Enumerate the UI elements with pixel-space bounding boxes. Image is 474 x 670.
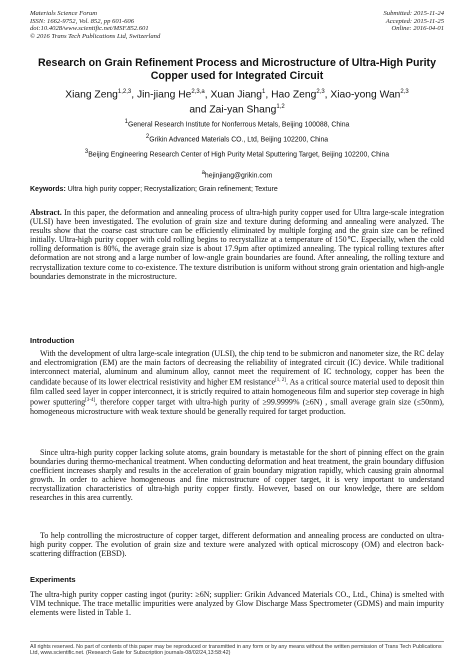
author-affil: 2,3,a (191, 89, 205, 95)
author-name: Xiao-yong Wan (330, 89, 401, 101)
author-name: Xuan Jiang (210, 89, 262, 101)
citation-ref[interactable]: [1, 2] (275, 378, 286, 384)
affiliation-2: $^2$Grikin Advanced Materials CO., Ltd, Beijing 102200, China (145, 134, 329, 144)
intro-paragraph-2: Since ultra-high purity copper lacking solute atoms, grain boundary is metastable for the short of pinning effect on the grain boundaries during thermo-mechanical treatment. When conducting deformation and heat treatment, the grain boundary diffusion coefficient increases sharply and results in the acceleration of grain boundary migration rapidly, which causing grain abnormal growth. In order to achieve homogeneous and fine microstructure of copper target, it is very important to understand recrystallization characteristics of ultra-high purity copper firstly. However, based on our knowledge, there are seldom researches in this area currently. (30, 448, 444, 503)
abstract-label: Abstract. (30, 208, 62, 217)
issn-line: ISSN: 1662-9752, Vol. 852, pp 601-606 (30, 17, 135, 25)
copyright-footer: All rights reserved. No part of contents of this paper may be reproduced or transmitted in any form or by any means without the written permission of Trans Tech Publications Ltd, www.scientific.net. (Research Gate for Subscription journals-08/02/24,13:58:42) (30, 641, 444, 657)
corresponding-email[interactable]: $^a$hejinjiang@grikin.com (201, 170, 273, 180)
author-affil: 1 (262, 89, 266, 95)
affiliation-1: $^1$General Research Institute for Nonferrous Metals, Beijing 100088, China (124, 119, 350, 129)
experiments-heading: Experiments (30, 575, 76, 584)
doi-line: doi:10.4028/www.scientific.net/MSF.852.601 (30, 25, 149, 33)
submitted-date: Submitted: 2015-11-24 (383, 10, 444, 17)
author-list: Xiang Zeng$^{1,2,3}$, Jin-jiang He$^{2,3,a}$, Xuan Jiang$^1$, Hao Zeng$^{2,3}$, Xiao-yong Wan$^{2,3}$ and Zai-yan Shang$^{1,2}$ (65, 89, 409, 116)
author-affil: 1,2 (276, 104, 285, 111)
author-affil: 2,3 (316, 89, 325, 95)
experiments-paragraph-1: The ultra-high purity copper casting ingot (purity: ≥6N; supplier: Grikin Advanced Materials CO., Ltd., China) is smelted with VIM technique. The trace metallic impurities were analyzed by Glow Discharge Mass Spectrometer (GDMS) and main impurity elements were listed in Table 1. (30, 590, 444, 618)
keywords-text: Ultra high purity copper; Recrystallization; Grain refinement; Texture (67, 186, 278, 193)
accepted-date: Accepted: 2015-11-25 (385, 17, 444, 25)
intro-paragraph-1: With the development of ultra large-scale integration (ULSI), the chip tend to be submicron and nanometer size, the RC delay and electromigration (EM) are the main factors of decreasing the reliability of integrated circuit (IC) device. While traditional interconnect material, aluminum and aluminum alloy, cannot meet the requirement of IC technology, copper has been the candidate because of its lower electrical resistivity and higher EM resistance[1, 2]. As a critical source material used to deposit thin film called seed layer in copper interconnect, it is strictly required to attain homogeneous film and superior step coverage in high power sputtering[3-4], therefore copper target with ultra-high purity of ≥99.9999% (≥6N) , small average grain size (≤50nm), homogeneous microstructure with weak texture should be generally required for target production. (30, 349, 444, 416)
author-affil: 1,2,3 (117, 89, 132, 95)
copyright-line: © 2016 Trans Tech Publications Ltd, Switzerland (30, 32, 161, 40)
journal-header-left (30, 10, 160, 40)
keywords-label: Keywords: (30, 186, 66, 193)
online-date: Online: 2016-04-01 (391, 25, 444, 33)
author-affil: 2,3 (400, 89, 409, 95)
author-name: Xiang Zeng (65, 89, 118, 101)
keywords-section (30, 186, 444, 194)
author-name: Zai-yan Shang (209, 104, 277, 116)
affiliation-3: $^3$Beijing Engineering Research Center of High Purity Metal Sputtering Target, Beijing 102200, China (84, 149, 390, 159)
journal-name: Materials Science Forum (30, 10, 98, 17)
journal-header-right (384, 10, 445, 33)
abstract-text: In this paper, the deformation and annealing process of ultra-high purity copper used for Ultra large-scale integration (ULSI) have been investigated. The evolution of grain size and texture during deforming and annealing were analyzed. The results show that the coarse cast structure can be efficiently eliminated by multiple forging and the grain size can be refined initially. Ultra-high purity copper with cold rolling begins to recrystallize at a temperature of 150℃. Especially, when the cold rolling deformation is 80%, the average grain size is about 17.9μm after optimized annealing. The typical rolling textures after deformation are not strong and a large number of low-angle grain boundaries are found. After annealing, the rolling texture and recrystallization texture come to co-existence. The texture distribution is uniform without strong grain orientation and high-angle boundaries demonstrate in the microstructure. (30, 208, 444, 281)
paper-title: Research on Grain Refinement Process and Microstructure of Ultra-High Purity Copper used for Integrated Circuit (38, 57, 436, 82)
intro-paragraph-3: To help controlling the microstructure of copper target, different deformation and annealing process are conducted on ultra-high purity copper. The evolution of grain size and texture were analyzed with optical microscopy (OM) and electron back-scattering diffraction (EBSD). (30, 531, 444, 559)
citation-ref[interactable]: [3-4] (85, 398, 96, 404)
author-name: Hao Zeng (271, 89, 317, 101)
introduction-heading: Introduction (30, 336, 75, 345)
author-name: Jin-jiang He (137, 89, 192, 101)
abstract-section (30, 208, 444, 281)
